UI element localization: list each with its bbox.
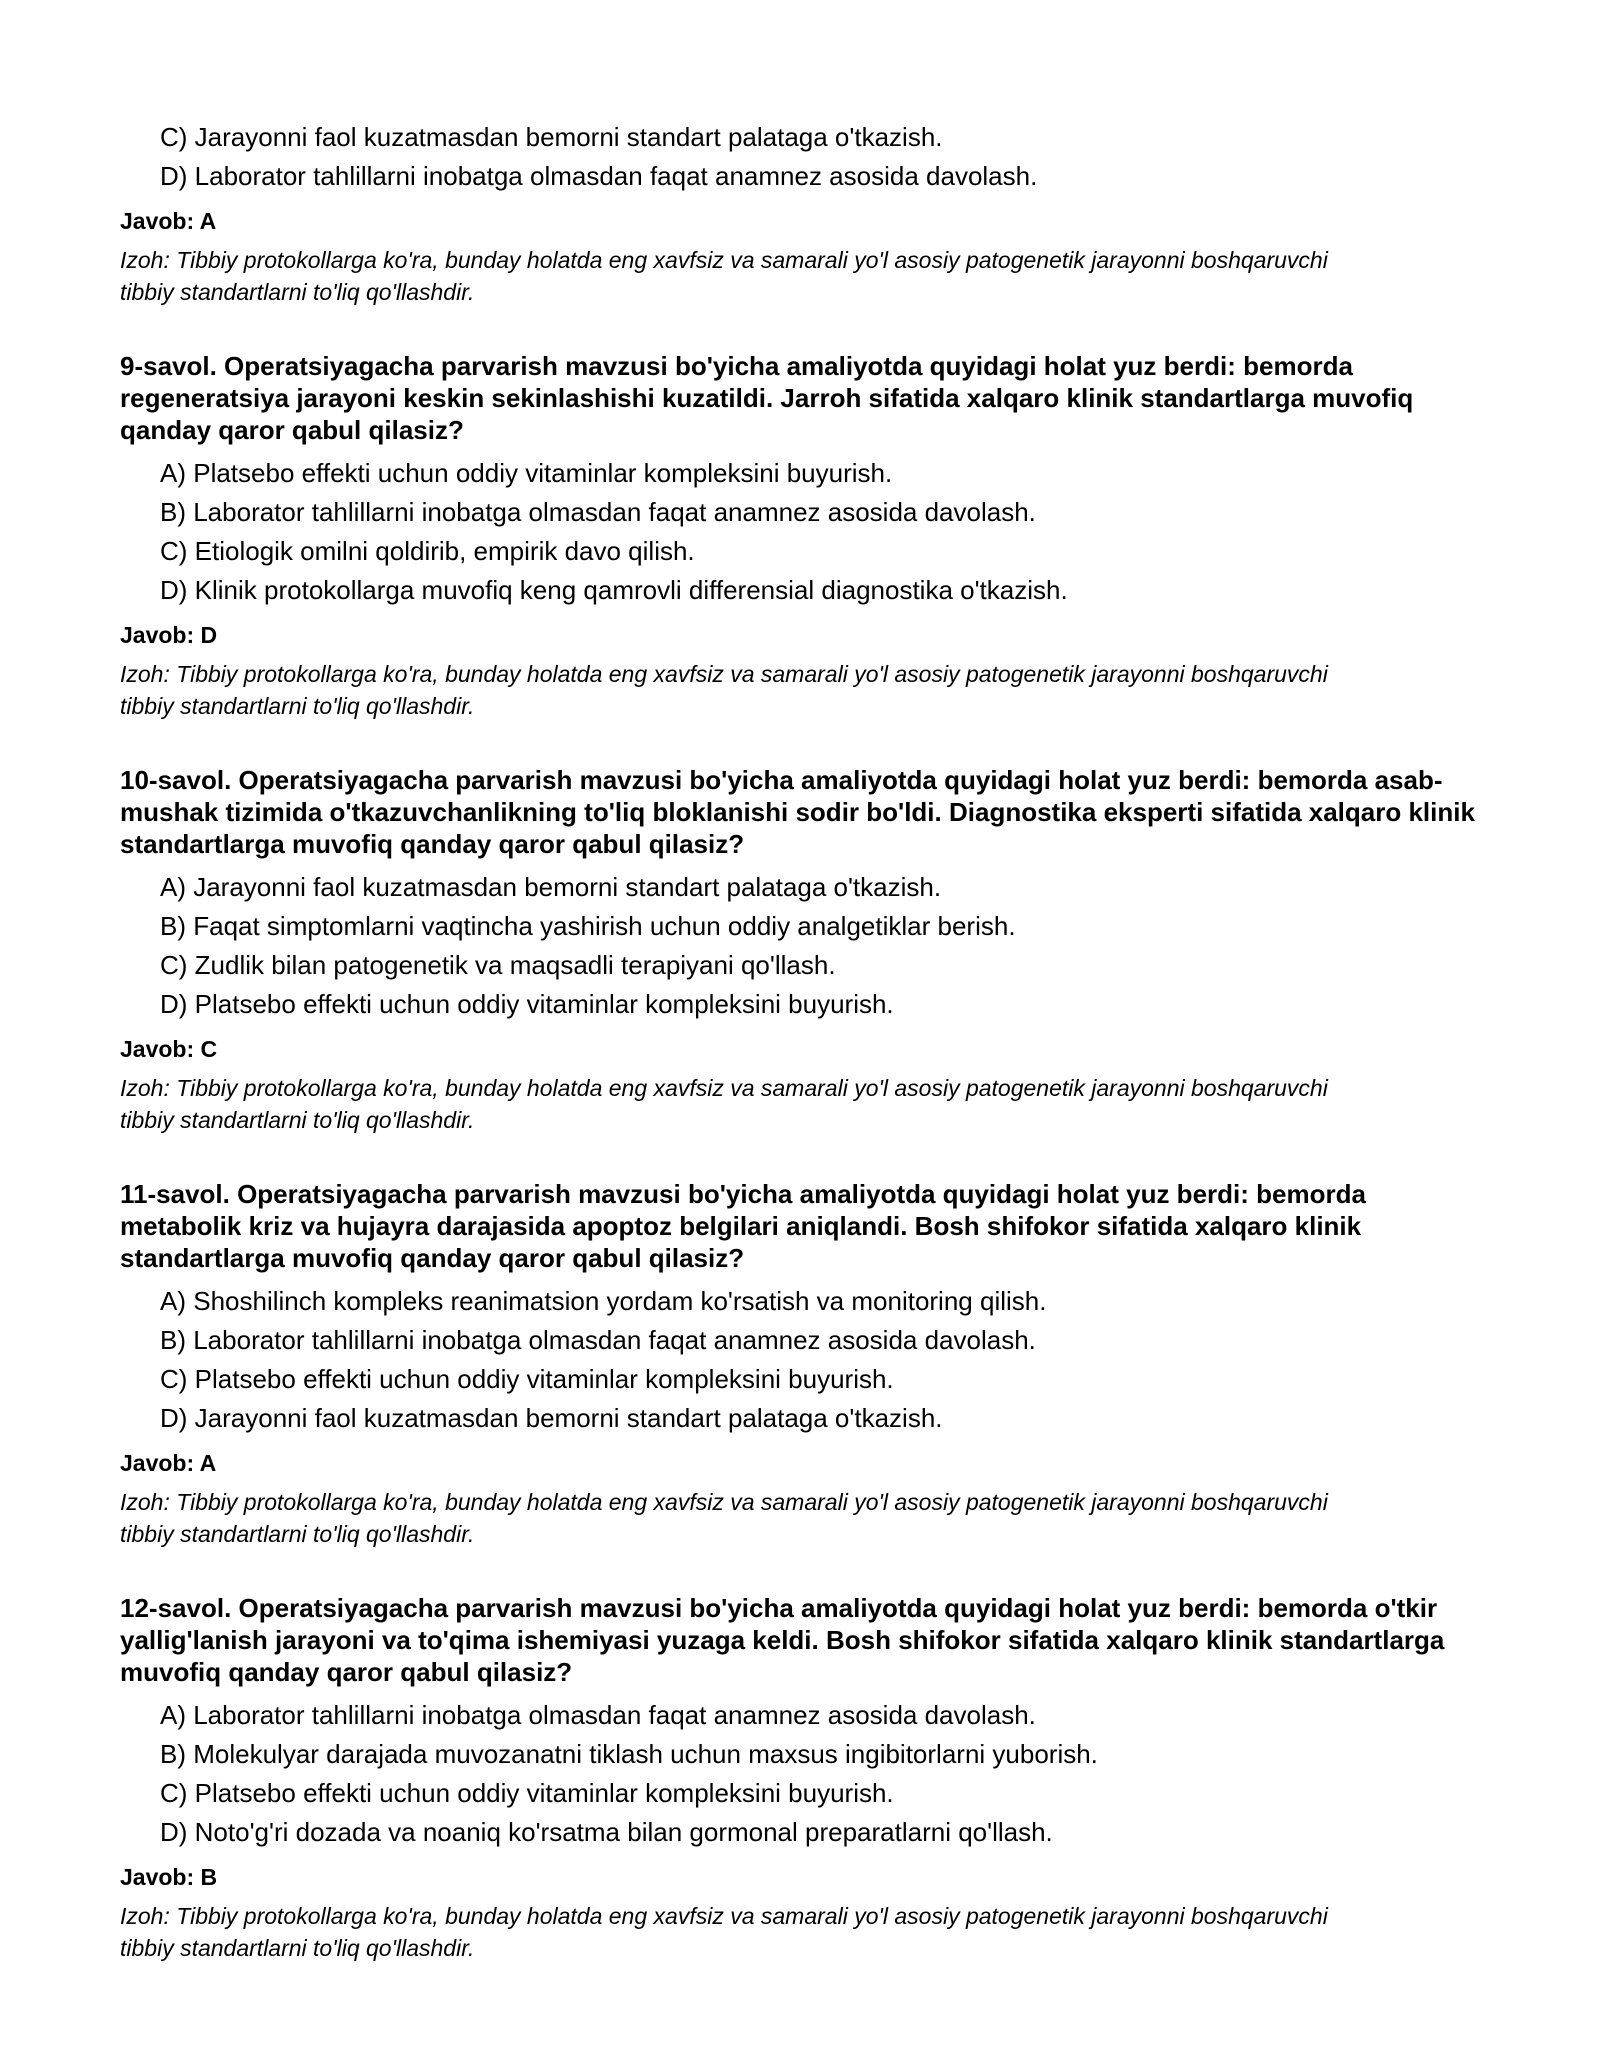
- answer-key: Javob: A: [120, 208, 217, 234]
- question-text: 9-savol. Operatsiyagacha parvarish mavzusi bo'yicha amaliyotda quyidagi holat yuz berdi: bemorda regeneratsiya jarayoni keskin sekinlashishi kuzatildi. Jarroh sifatida xalqaro klinik standartlarga muvofiq qanday qaror qabul qilasiz?: [120, 351, 1414, 445]
- answer-option: D) Laborator tahlillarni inobatga olmasdan faqat anamnez asosida davolash.: [160, 161, 1038, 191]
- answer-option: D) Jarayonni faol kuzatmasdan bemorni standart palataga o'tkazish.: [160, 1403, 943, 1433]
- answer-option: A) Shoshilinch kompleks reanimatsion yordam ko'rsatish va monitoring qilish.: [160, 1286, 1047, 1316]
- question-text: 10-savol. Operatsiyagacha parvarish mavzusi bo'yicha amaliyotda quyidagi holat yuz berdi: bemorda asab-mushak tizimida o'tkazuvchanlikning to'liq bloklanishi sodir bo'ldi. Diagnostika eksperti sifatida xalqaro klinik standartlarga muvofiq qanday qaror qabul qilasiz?: [120, 765, 1475, 859]
- answer-option: B) Faqat simptomlarni vaqtincha yashirish uchun oddiy analgetiklar berish.: [160, 911, 1016, 941]
- answer-option: C) Platsebo effekti uchun oddiy vitaminlar kompleksini buyurish.: [160, 1778, 894, 1808]
- question-9: [120, 350, 1480, 722]
- question-text: 11-savol. Operatsiyagacha parvarish mavzusi bo'yicha amaliyotda quyidagi holat yuz berdi: bemorda metabolik kriz va hujayra darajasida apoptoz belgilari aniqlandi. Bosh shifokor sifatida xalqaro klinik standartlarga muvofiq qanday qaror qabul qilasiz?: [120, 1179, 1366, 1273]
- question-12: [120, 1592, 1480, 1964]
- answer-key: Javob: C: [120, 1036, 218, 1062]
- answer-option: A) Laborator tahlillarni inobatga olmasdan faqat anamnez asosida davolash.: [160, 1700, 1036, 1730]
- explanation-note: Izoh: Tibbiy protokollarga ko'ra, bunday holatda eng xavfsiz va samarali yo'l asosiy patogenetik jarayonni boshqaruvchi tibbiy standartlarni to'liq qo'llashdir.: [120, 661, 1328, 719]
- answer-option: B) Laborator tahlillarni inobatga olmasdan faqat anamnez asosida davolash.: [160, 1325, 1036, 1355]
- question-text: 12-savol. Operatsiyagacha parvarish mavzusi bo'yicha amaliyotda quyidagi holat yuz berdi: bemorda o'tkir yallig'lanish jarayoni va to'qima ishemiyasi yuzaga keldi. Bosh shifokor sifatida xalqaro klinik standartlarga muvofiq qanday qaror qabul qilasiz?: [120, 1593, 1445, 1687]
- answer-key: Javob: A: [120, 1450, 217, 1476]
- answer-option: B) Laborator tahlillarni inobatga olmasdan faqat anamnez asosida davolash.: [160, 497, 1036, 527]
- question-10: [120, 764, 1480, 1136]
- answer-option: D) Noto'g'ri dozada va noaniq ko'rsatma bilan gormonal preparatlarni qo'llash.: [160, 1817, 1053, 1847]
- question-8-continuation: [120, 118, 1480, 308]
- answer-option: C) Zudlik bilan patogenetik va maqsadli terapiyani qo'llash.: [160, 950, 836, 980]
- explanation-note: Izoh: Tibbiy protokollarga ko'ra, bunday holatda eng xavfsiz va samarali yo'l asosiy patogenetik jarayonni boshqaruvchi tibbiy standartlarni to'liq qo'llashdir.: [120, 1903, 1328, 1961]
- answer-option: D) Platsebo effekti uchun oddiy vitaminlar kompleksini buyurish.: [160, 989, 894, 1019]
- answer-option: C) Jarayonni faol kuzatmasdan bemorni standart palataga o'tkazish.: [160, 122, 943, 152]
- answer-option: C) Platsebo effekti uchun oddiy vitaminlar kompleksini buyurish.: [160, 1364, 894, 1394]
- answer-option: B) Molekulyar darajada muvozanatni tiklash uchun maxsus ingibitorlarni yuborish.: [160, 1739, 1098, 1769]
- explanation-note: Izoh: Tibbiy protokollarga ko'ra, bunday holatda eng xavfsiz va samarali yo'l asosiy patogenetik jarayonni boshqaruvchi tibbiy standartlarni to'liq qo'llashdir.: [120, 247, 1328, 305]
- explanation-note: Izoh: Tibbiy protokollarga ko'ra, bunday holatda eng xavfsiz va samarali yo'l asosiy patogenetik jarayonni boshqaruvchi tibbiy standartlarni to'liq qo'llashdir.: [120, 1075, 1328, 1133]
- explanation-note: Izoh: Tibbiy protokollarga ko'ra, bunday holatda eng xavfsiz va samarali yo'l asosiy patogenetik jarayonni boshqaruvchi tibbiy standartlarni to'liq qo'llashdir.: [120, 1489, 1328, 1547]
- answer-option: A) Jarayonni faol kuzatmasdan bemorni standart palataga o'tkazish.: [160, 872, 942, 902]
- answer-option: D) Klinik protokollarga muvofiq keng qamrovli differensial diagnostika o'tkazish.: [160, 575, 1068, 605]
- answer-option: C) Etiologik omilni qoldirib, empirik davo qilish.: [160, 536, 695, 566]
- answer-option: A) Platsebo effekti uchun oddiy vitaminlar kompleksini buyurish.: [160, 458, 893, 488]
- answer-key: Javob: D: [120, 622, 218, 648]
- answer-key: Javob: B: [120, 1864, 218, 1890]
- question-11: [120, 1178, 1480, 1550]
